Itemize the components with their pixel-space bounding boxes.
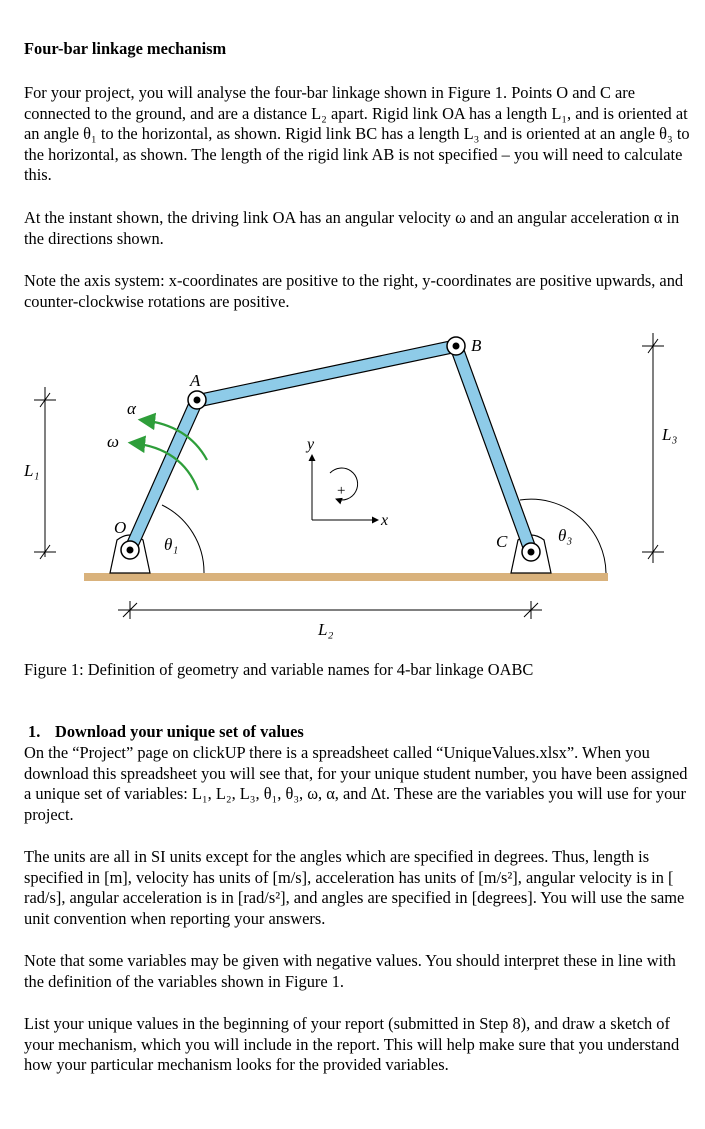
link-bc	[450, 343, 536, 555]
label-b: B	[471, 336, 482, 355]
figure-caption: Figure 1: Definition of geometry and variable names for 4-bar linkage OABC	[24, 660, 534, 679]
l2-dimension	[118, 601, 542, 619]
joint-b	[447, 337, 465, 355]
section-1-paragraph-3: Note that some variables may be given with negative values. You should interpret these in line with the definition of the variables shown in Figure 1.	[24, 951, 676, 991]
label-plus: +	[337, 483, 346, 499]
joint-o	[121, 541, 139, 559]
label-omega: ω	[107, 432, 120, 451]
label-a: A	[190, 371, 201, 390]
section-1-paragraph-2: The units are all in SI units except for the angles which are specified in degrees. Thus, length is specified in [m], velocity has units of [m/s], acceleration has units of [m/s²], angular velocity is in [ rad/s], angular acceleration is in [rad/s²], and angles are specified in [degrees]. You will use the same unit convention when reporting your answers.	[24, 847, 685, 928]
instant-paragraph: At the instant shown, the driving link OA has an angular velocity ω and an angular acceleration α in the directions shown.	[24, 208, 680, 248]
section-1-title	[24, 722, 304, 743]
label-l2: L₂	[318, 620, 334, 639]
section-1-paragraph-1: On the “Project” page on clickUP there is a spreadsheet called “UniqueValues.xlsx”. When you download this spreadsheet you will see that, for your unique student number, you have been assigned a unique set of variables: L₁, L₂, L₃, θ₁, θ₃, ω, α, and Δt. These are the variables you will use for your project.	[24, 743, 688, 824]
label-alpha: α	[127, 399, 136, 418]
ground-bar	[84, 573, 608, 581]
label-y: y	[307, 436, 315, 453]
joint-a	[188, 391, 206, 409]
label-l1: L₁	[24, 461, 40, 480]
label-theta1: θ₁	[164, 535, 179, 554]
section-1-paragraph-4: List your unique values in the beginning of your report (submitted in Step 8), and draw a sketch of your mechanism, which you will include in the report. This will help make sure that you understand how your particular mechanism looks for the provided variables.	[24, 1014, 680, 1075]
link-ab	[195, 340, 457, 407]
label-o: O	[114, 518, 127, 537]
joint-c	[522, 543, 540, 561]
intro-paragraph: For your project, you will analyse the four-bar linkage shown in Figure 1. Points O and C are connected to the ground, and are a distance L₂ apart. Rigid link OA has a length L₁, and is oriented at an angle θ₁ to the horizontal, as shown. Rigid link BC has a length L₃ and is oriented at an angle θ₃ to the horizontal, as shown. The length of the rigid link AB is not specified – you will need to calculate this.	[24, 83, 690, 185]
label-c: C	[496, 532, 508, 551]
four-bar-linkage-figure	[0, 325, 705, 645]
l3-dimension	[642, 333, 664, 563]
document-heading: Four-bar linkage mechanism	[24, 39, 227, 58]
label-x: x	[381, 512, 389, 529]
axis-note-paragraph: Note the axis system: x-coordinates are positive to the right, y-coordinates are positive upwards, and counter-clockwise rotations are positive.	[24, 271, 684, 311]
label-theta3: θ₃	[558, 526, 573, 545]
section-1-title-text: Download your unique set of values	[55, 722, 304, 741]
label-l3: L₃	[662, 425, 678, 444]
section-1-number: 1.	[28, 722, 41, 741]
